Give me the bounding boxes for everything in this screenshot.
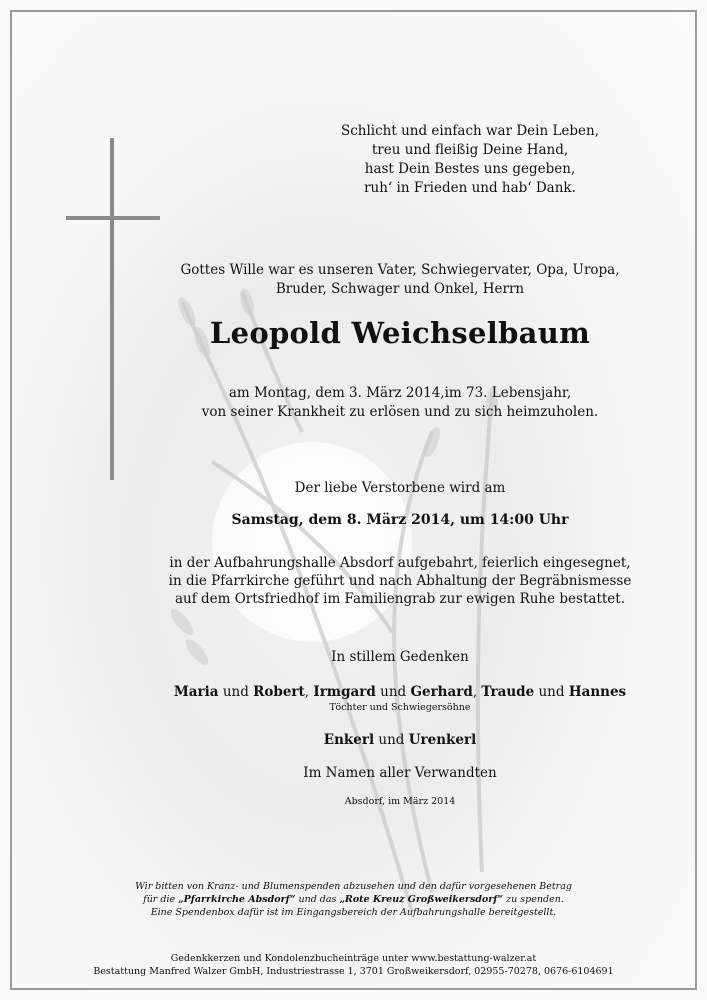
- donation-text: für die: [143, 894, 179, 905]
- cross-vertical-bar: [110, 138, 114, 480]
- family-name: Robert: [253, 684, 305, 700]
- intro-line: Gottes Wille war es unseren Vater, Schwiegervater, Opa, Uropa,: [180, 262, 620, 278]
- donation-line: [60, 893, 647, 906]
- funeral-date: Samstag, dem 8. März 2014, um 14:00 Uhr: [231, 512, 569, 528]
- family-separator: ,: [472, 684, 482, 700]
- donation-recipient: „Pfarrkirche Absdorf“: [178, 894, 296, 905]
- family-names: [100, 684, 700, 700]
- will-text: Der liebe Verstorbene wird am: [294, 480, 506, 496]
- poem: [300, 122, 640, 198]
- donation-text: und das: [295, 894, 340, 905]
- poem-line: Schlicht und einfach war Dein Leben,: [340, 123, 600, 139]
- donation-recipient: „Rote Kreuz Großweikersdorf“: [339, 894, 504, 905]
- grand-name: Urenkerl: [408, 732, 477, 748]
- relatives-text: Im Namen aller Verwandten: [303, 765, 497, 781]
- family-connector: und: [218, 684, 254, 700]
- place-date: Absdorf, im März 2014: [344, 796, 456, 807]
- grandchildren: [100, 732, 700, 748]
- family-subtitle: Töchter und Schwiegersöhne: [329, 702, 471, 713]
- deceased-name: Leopold Weichselbaum: [209, 316, 591, 350]
- ceremony-line: auf dem Ortsfriedhof im Familiengrab zur ewigen Ruhe bestattet.: [174, 591, 625, 607]
- intro-line: Bruder, Schwager und Onkel, Herrn: [275, 281, 525, 297]
- poem-line: hast Dein Bestes uns gegeben,: [364, 161, 576, 177]
- poem-line: ruh‘ in Frieden und hab‘ Dank.: [364, 180, 576, 196]
- grand-name: Enkerl: [323, 732, 375, 748]
- ceremony-line: in der Aufbahrungshalle Absdorf aufgebahrt, feierlich eingesegnet,: [169, 555, 631, 571]
- death-line: am Montag, dem 3. März 2014,im 73. Lebensjahr,: [228, 385, 572, 401]
- family-name: Hannes: [568, 684, 627, 700]
- family-connector: und: [375, 684, 411, 700]
- family-connector: und: [534, 684, 569, 700]
- death-line: von seiner Krankheit zu erlösen und zu sich heimzuholen.: [201, 404, 599, 420]
- footer-line: Gedenkkerzen und Kondolenzbucheinträge unter www.bestattung-walzer.at: [170, 953, 537, 964]
- grand-connector: und: [374, 732, 409, 748]
- memory-text: In stillem Gedenken: [331, 649, 469, 665]
- death-text: [100, 384, 700, 422]
- footer-line: Bestattung Manfred Walzer GmbH, Industriestrasse 1, 3701 Großweikersdorf, 02955-70278, 0676-6104691: [93, 966, 614, 977]
- ceremony-line: in die Pfarrkirche geführt und nach Abhaltung der Begräbnismesse: [168, 573, 632, 589]
- family-separator: ,: [304, 684, 314, 700]
- family-name: Irmgard: [313, 684, 376, 700]
- intro-text: [100, 261, 700, 299]
- family-name: Traude: [481, 684, 535, 700]
- footer: [40, 952, 667, 978]
- family-name: Maria: [173, 684, 219, 700]
- donation-note: [60, 880, 647, 919]
- family-name: Gerhard: [410, 684, 473, 700]
- cross-horizontal-bar: [66, 216, 160, 220]
- ceremony-text: [100, 554, 700, 608]
- donation-line: Eine Spendenbox dafür ist im Eingangsbereich der Aufbahrungshalle bereitgestellt.: [150, 907, 557, 918]
- donation-line: Wir bitten von Kranz- und Blumenspenden abzusehen und den dafür vorgesehenen Betrag: [135, 881, 572, 892]
- donation-text: zu spenden.: [503, 894, 564, 905]
- poem-line: treu und fleißig Deine Hand,: [371, 142, 569, 158]
